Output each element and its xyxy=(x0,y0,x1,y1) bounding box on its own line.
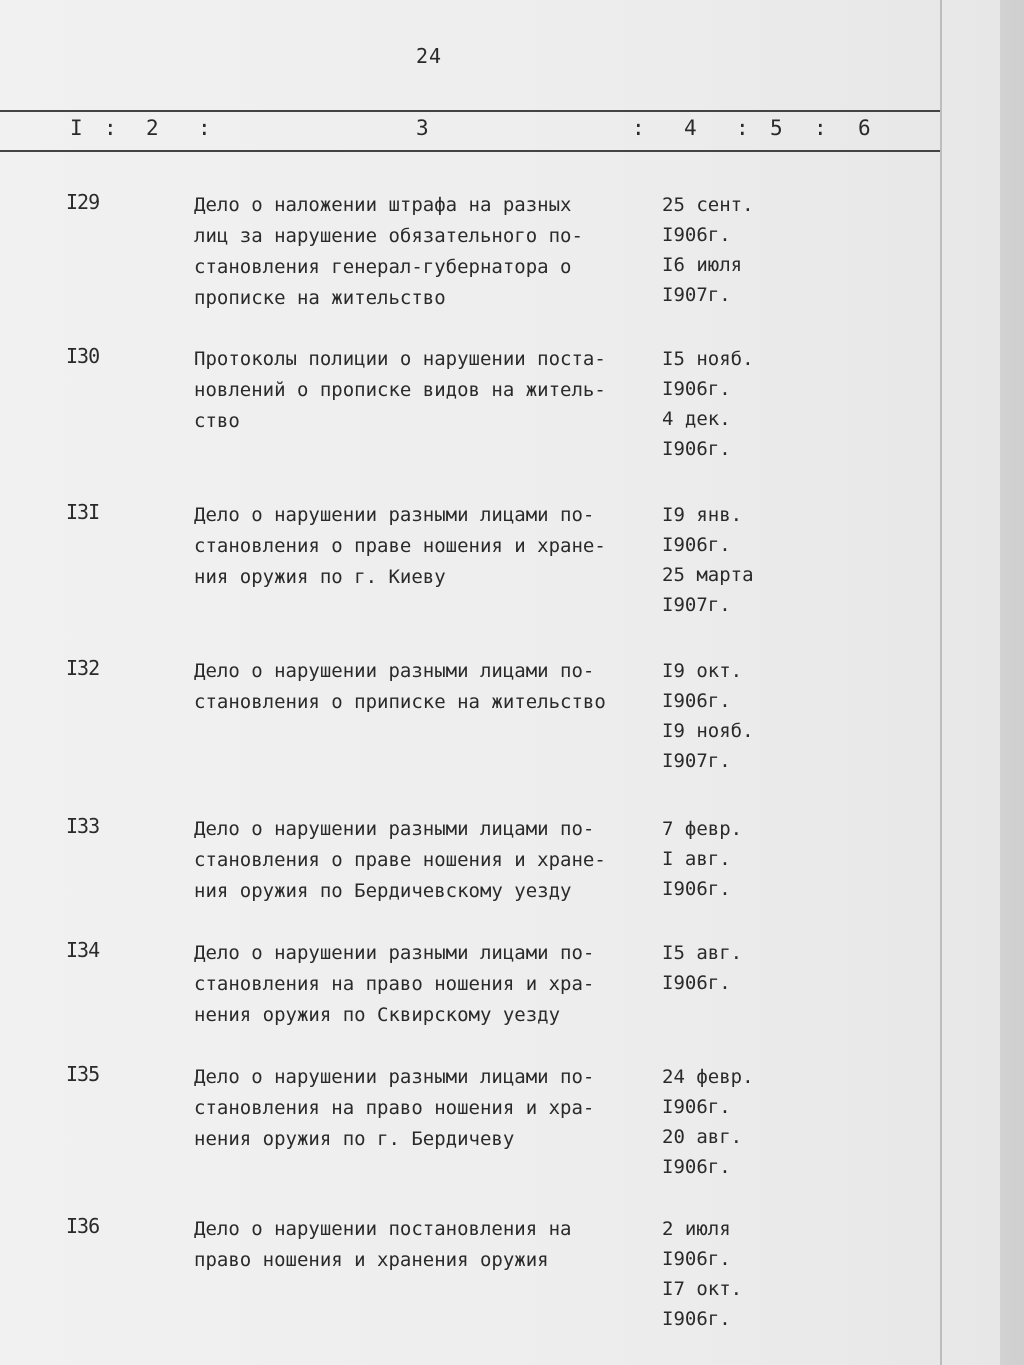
entry-title-line: лиц за нарушение обязательного по- xyxy=(194,225,583,247)
entry-number: I33 xyxy=(66,814,100,838)
entry-title-line: Дело о нарушении разными лицами по- xyxy=(194,818,595,840)
entry-title xyxy=(194,344,664,437)
entry-dates xyxy=(662,938,792,998)
entry-date-line: I906г. xyxy=(662,224,731,246)
entry-title-line: ния оружия по Бердичевскому уезду xyxy=(194,880,572,902)
entry-title xyxy=(194,938,664,1031)
entry-number: I34 xyxy=(66,938,100,962)
column-header-4: 4 xyxy=(684,116,697,140)
entry-title-line: новлений о прописке видов на житель- xyxy=(194,379,606,401)
page-number: 24 xyxy=(416,44,443,68)
entry-date-line: 20 авг. xyxy=(662,1126,743,1148)
entry-title-line: становления на право ношения и хра- xyxy=(194,973,595,995)
entry-number: I35 xyxy=(66,1062,100,1086)
entry-date-line: I907г. xyxy=(662,594,731,616)
entry-title-line: становления на право ношения и хра- xyxy=(194,1097,595,1119)
entry-title-line: Дело о нарушении разными лицами по- xyxy=(194,1066,595,1088)
entry-title-line: Протоколы полиции о нарушении поста- xyxy=(194,348,606,370)
column-header-6: 6 xyxy=(858,116,871,140)
entry-title xyxy=(194,1062,664,1155)
entry-dates xyxy=(662,656,792,776)
entry-title-line: становления о праве ношения и хране- xyxy=(194,535,606,557)
entry-date-line: I906г. xyxy=(662,1096,731,1118)
entry-title-line: нения оружия по г. Бердичеву xyxy=(194,1128,515,1150)
entry-title-line: ния оружия по г. Киеву xyxy=(194,566,446,588)
entry-date-line: I6 июля xyxy=(662,254,743,276)
entry-date-line: I5 авг. xyxy=(662,942,743,964)
entry-date-line: I907г. xyxy=(662,750,731,772)
column-header-2: 2 xyxy=(146,116,159,140)
entry-title-line: Дело о нарушении разными лицами по- xyxy=(194,660,595,682)
entry-number: I32 xyxy=(66,656,100,680)
entry-date-line: I5 нояб. xyxy=(662,348,754,370)
entry-title-line: Дело о нарушении разными лицами по- xyxy=(194,942,595,964)
column-header-row xyxy=(0,116,940,146)
header-bottom-rule xyxy=(0,150,940,152)
entry-date-line: I906г. xyxy=(662,534,731,556)
entry-title xyxy=(194,190,664,314)
entry-date-line: I авг. xyxy=(662,848,731,870)
entry-date-line: 4 дек. xyxy=(662,408,731,430)
entry-dates xyxy=(662,1214,792,1334)
entry-title-line: Дело о нарушении постановления на xyxy=(194,1218,572,1240)
column-separator: : xyxy=(736,116,749,140)
entry-date-line: 2 июля xyxy=(662,1218,731,1240)
page-edge xyxy=(940,0,942,1365)
entry-title xyxy=(194,500,664,593)
entry-title-line: Дело о наложении штрафа на разных xyxy=(194,194,572,216)
entry-dates xyxy=(662,814,792,904)
entry-dates xyxy=(662,344,792,464)
entry-date-line: 24 февр. xyxy=(662,1066,754,1088)
entry-date-line: I906г. xyxy=(662,378,731,400)
entry-date-line: I906г. xyxy=(662,878,731,900)
entry-dates xyxy=(662,1062,792,1182)
entry-title-line: становления о праве ношения и хране- xyxy=(194,849,606,871)
entry-number: I30 xyxy=(66,344,100,368)
entry-dates xyxy=(662,500,792,620)
entry-title-line: становления о приписке на жительство xyxy=(194,691,606,713)
entry-title-line: ство xyxy=(194,410,240,432)
entry-title xyxy=(194,1214,664,1276)
entry-date-line: I906г. xyxy=(662,972,731,994)
entry-date-line: I9 янв. xyxy=(662,504,743,526)
header-top-rule xyxy=(0,110,940,112)
entry-title-line: нения оружия по Сквирскому уезду xyxy=(194,1004,561,1026)
column-separator: : xyxy=(198,116,211,140)
entry-number: I3I xyxy=(66,500,100,524)
entry-date-line: I906г. xyxy=(662,1248,731,1270)
entry-date-line: 25 марта xyxy=(662,564,754,586)
column-separator: : xyxy=(814,116,827,140)
entry-title-line: право ношения и хранения оружия xyxy=(194,1249,549,1271)
entry-date-line: 25 сент. xyxy=(662,194,754,216)
entry-dates xyxy=(662,190,792,310)
entry-date-line: I7 окт. xyxy=(662,1278,743,1300)
entry-number: I29 xyxy=(66,190,100,214)
entry-number: I36 xyxy=(66,1214,100,1238)
column-header-3: 3 xyxy=(416,116,429,140)
entry-date-line: I906г. xyxy=(662,690,731,712)
entry-date-line: I906г. xyxy=(662,438,731,460)
column-header-5: 5 xyxy=(770,116,783,140)
column-separator: : xyxy=(104,116,117,140)
entry-title xyxy=(194,656,664,718)
entry-title-line: становления генерал-губернатора о xyxy=(194,256,572,278)
entry-title-line: прописке на жительство xyxy=(194,287,446,309)
entry-date-line: I9 нояб. xyxy=(662,720,754,742)
entry-date-line: I907г. xyxy=(662,284,731,306)
entry-date-line: 7 февр. xyxy=(662,818,743,840)
entry-date-line: I906г. xyxy=(662,1308,731,1330)
column-separator: : xyxy=(632,116,645,140)
entry-date-line: I906г. xyxy=(662,1156,731,1178)
entry-date-line: I9 окт. xyxy=(662,660,743,682)
column-header-1: I xyxy=(70,116,83,140)
entry-title-line: Дело о нарушении разными лицами по- xyxy=(194,504,595,526)
entry-title xyxy=(194,814,664,907)
